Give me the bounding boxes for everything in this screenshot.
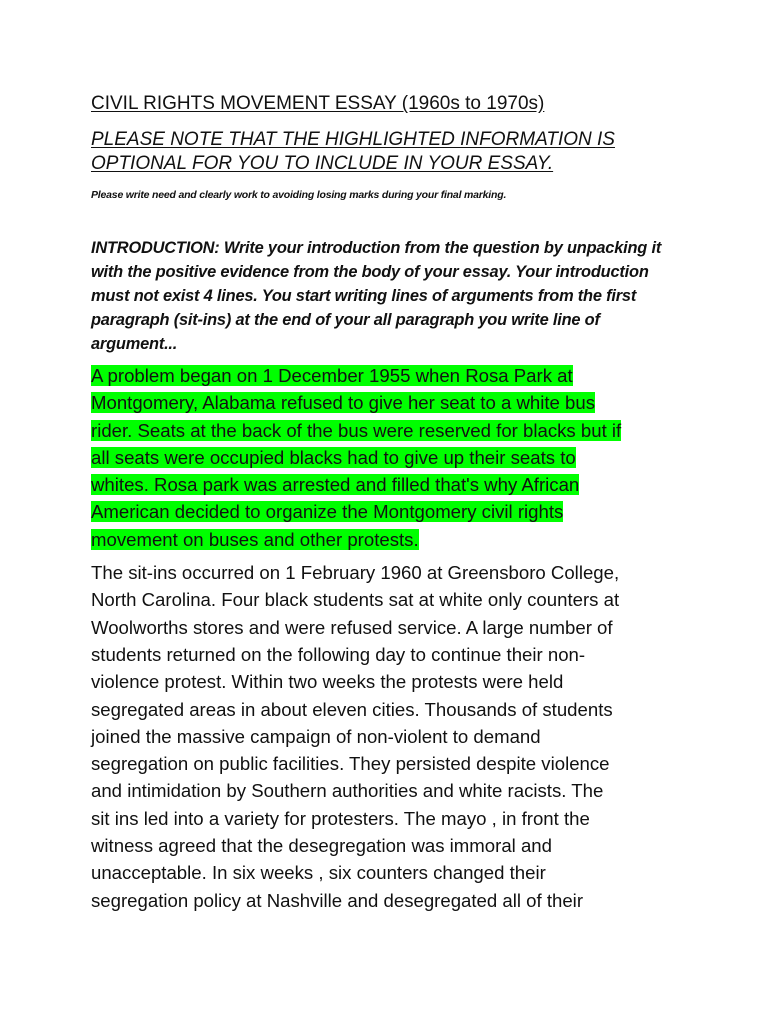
body-line: joined the massive campaign of non-violent to demand bbox=[91, 725, 541, 747]
body-line: segregation on public facilities. They persisted despite violence bbox=[91, 753, 610, 775]
body-line: North Carolina. Four black students sat at white only counters at bbox=[91, 589, 620, 611]
optional-note bbox=[91, 128, 651, 176]
sit-ins-paragraph bbox=[91, 559, 681, 914]
body-line: and intimidation by Southern authorities and white racists. The bbox=[91, 780, 604, 802]
body-line: unacceptable. In six weeks , six counters changed their bbox=[91, 862, 546, 884]
body-line: The sit-ins occurred on 1 February 1960 at Greensboro College, bbox=[91, 562, 620, 584]
highlighted-line: rider. Seats at the back of the bus were reserved for blacks but if bbox=[91, 419, 622, 441]
intro-line: must not exist 4 lines. You start writing lines of arguments from the first bbox=[91, 287, 637, 305]
body-line: segregated areas in about eleven cities. Thousands of students bbox=[91, 698, 613, 720]
body-line: students returned on the following day to continue their non- bbox=[91, 643, 586, 665]
intro-line: paragraph (sit-ins) at the end of your all paragraph you write line of bbox=[91, 311, 600, 329]
optional-note-line: PLEASE NOTE THAT THE HIGHLIGHTED INFORMATION IS bbox=[91, 129, 615, 150]
highlighted-line: Montgomery, Alabama refused to give her seat to a white bus bbox=[91, 392, 596, 414]
highlighted-line: A problem began on 1 December 1955 when Rosa Park at bbox=[91, 365, 573, 386]
highlighted-line: American decided to organize the Montgomery civil rights bbox=[91, 501, 564, 523]
essay-title: CIVIL RIGHTS MOVEMENT ESSAY (1960s to 1970s) bbox=[91, 93, 545, 114]
highlighted-line: all seats were occupied blacks had to give up their seats to bbox=[91, 446, 576, 468]
body-line: Woolworths stores and were refused service. A large number of bbox=[91, 616, 613, 638]
marking-note: Please write need and clearly work to avoiding losing marks during your final marking. bbox=[91, 189, 507, 201]
optional-note-line: OPTIONAL FOR YOU TO INCLUDE IN YOUR ESSAY. bbox=[91, 153, 554, 174]
document-page bbox=[91, 92, 691, 914]
highlighted-line: whites. Rosa park was arrested and filled that's why African bbox=[91, 474, 580, 496]
intro-line: argument... bbox=[91, 335, 178, 353]
body-line: sit ins led into a variety for protesters. The mayo , in front the bbox=[91, 807, 590, 829]
body-line: witness agreed that the desegregation was immoral and bbox=[91, 835, 552, 857]
intro-line: INTRODUCTION: Write your introduction from the question by unpacking it bbox=[91, 239, 662, 257]
body-line: violence protest. Within two weeks the protests were held bbox=[91, 671, 564, 693]
introduction-instructions bbox=[91, 236, 681, 356]
body-line: segregation policy at Nashville and desegregated all of their bbox=[91, 889, 584, 911]
highlighted-line: movement on buses and other protests. bbox=[91, 528, 419, 550]
highlighted-paragraph bbox=[91, 362, 681, 553]
intro-line: with the positive evidence from the body of your essay. Your introduction bbox=[91, 263, 649, 281]
